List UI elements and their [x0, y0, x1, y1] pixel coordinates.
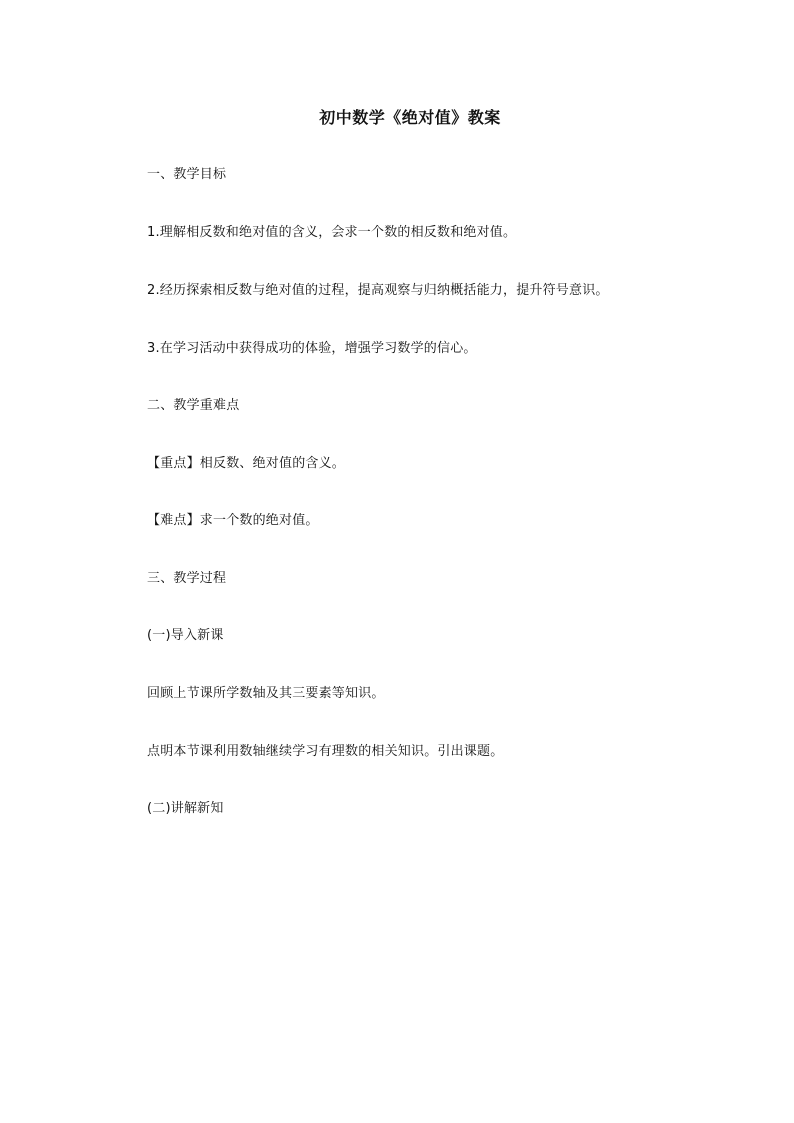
- paragraph-review: 回顾上节课所学数轴及其三要素等知识。: [147, 686, 385, 701]
- section-heading-key-points: 二、教学重难点: [147, 398, 240, 413]
- subsection-heading-intro: (一)导入新课: [147, 628, 224, 643]
- subsection-heading-new-knowledge: (二)讲解新知: [147, 801, 224, 816]
- objective-item-2: 2.经历探索相反数与绝对值的过程，提高观察与归纳概括能力，提升符号意识。: [147, 283, 609, 298]
- paragraph-topic: 点明本节课利用数轴继续学习有理数的相关知识。引出课题。: [147, 744, 504, 759]
- key-point-difficulty: 【难点】求一个数的绝对值。: [147, 513, 319, 528]
- section-heading-process: 三、教学过程: [147, 571, 227, 586]
- key-point-focus: 【重点】相反数、绝对值的含义。: [147, 456, 346, 471]
- objective-item-1: 1.理解相反数和绝对值的含义，会求一个数的相反数和绝对值。: [147, 225, 517, 240]
- objective-item-3: 3.在学习活动中获得成功的体验，增强学习数学的信心。: [147, 341, 477, 356]
- section-heading-objectives: 一、教学目标: [147, 167, 227, 182]
- document-title: 初中数学《绝对值》教案: [319, 108, 501, 127]
